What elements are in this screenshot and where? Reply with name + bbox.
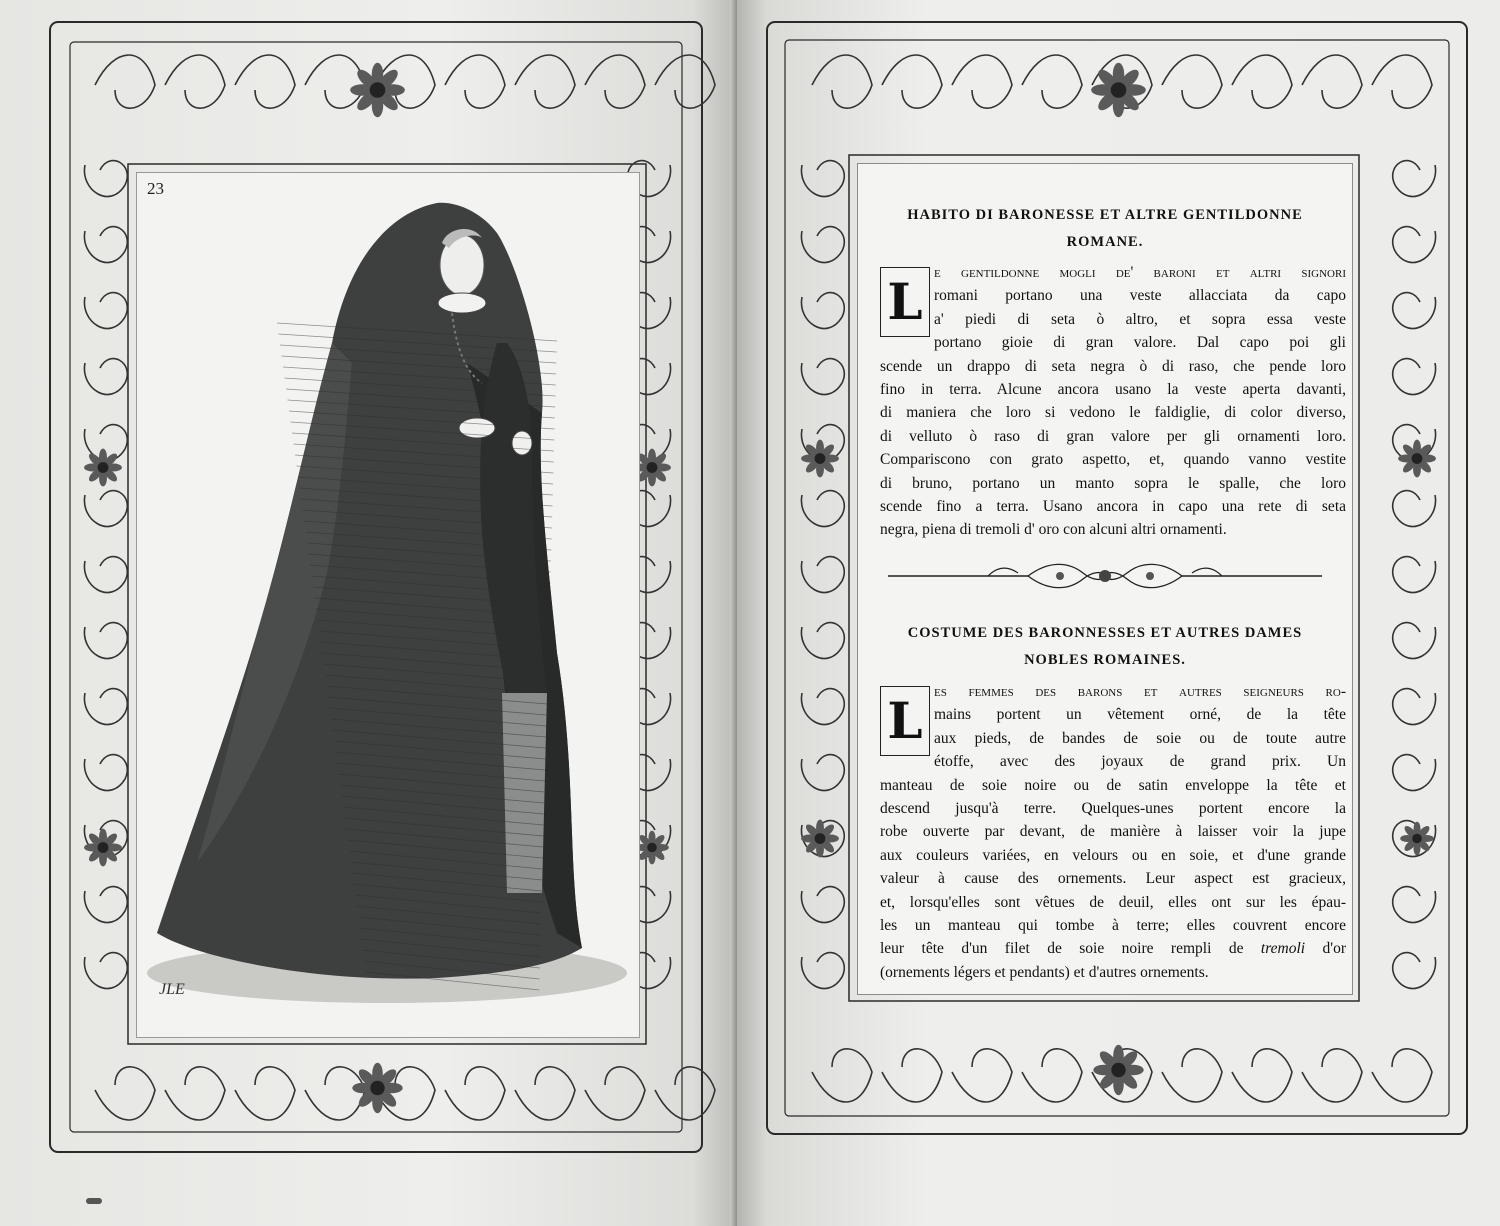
french-title-line-1: COSTUME DES BARONNESSES ET AUTRES DAMES [907,625,1303,641]
dropcap-letter: L [887,691,923,750]
italian-line: e gentildonne mogli de' baroni et altri signori [934,264,1346,281]
italian-line: Compariscono con grato aspetto, et, quando vanno vestite [880,451,1346,469]
italian-line: di maniera che loro si vedono le faldiglie, di color diverso, [880,404,1346,422]
italian-line: scende un drappo di seta negra ò di raso, che pende loro [880,357,1346,375]
right-page [737,0,1500,1226]
french-line-with-italic [880,937,1346,960]
italian-paragraph [880,261,1346,542]
french-paragraph [880,680,1346,984]
french-line: robe ouverte par devant, de manière à laisser voir la jupe [880,823,1346,841]
french-line: valeur à cause des ornements. Leur aspect est gracieux, [880,870,1346,888]
dropcap-letter: L [887,272,923,331]
italian-line: romani portano una veste allacciata da capo [934,287,1346,305]
noblewoman-figure [137,173,639,1037]
italian-line: scende fino a terra. Usano ancora in capo una rete di seta [880,497,1346,515]
italic-word: tremoli [1260,940,1306,958]
italian-title [878,202,1332,256]
french-line-12-text: leur tête d'un filet de soie noire rempli de [880,940,1244,958]
left-page [0,0,737,1226]
ornamental-divider [888,561,1322,591]
illustration-plate [136,172,640,1038]
page-foot-mark [86,1198,102,1204]
french-line: les un manteau qui tombe à terre; elles couvrent encore [880,916,1346,934]
italian-title-line-2: ROMANE. [1066,234,1144,250]
italian-line: a' piedi di seta ò altro, et sopra essa veste [934,310,1346,328]
italian-title-line-1: HABITO DI BARONESSE ET ALTRE GENTILDONNE [907,207,1303,223]
french-title-line-2: NOBLES ROMAINES. [1024,652,1186,668]
italian-line: portano gioie di gran valore. Dal capo poi gli [934,334,1346,352]
french-line: et, lorsqu'elles sont vêtues de deuil, elles ont sur les épau- [880,893,1346,911]
french-line: manteau de soie noire ou de satin enveloppe la tête et [880,776,1346,794]
french-line-12-tail: d'or [1305,940,1346,958]
italian-line: fino in terra. Alcune ancora usano la veste aperta davanti, [880,380,1346,398]
french-line: aux pieds, de bandes de soie ou de toute autre [934,729,1346,747]
plate-number: 23 [147,179,164,198]
french-line: (ornements légers et pendants) et d'autres ornements. [880,963,1209,981]
italian-line: di bruno, portano un manto sopra le spalle, che loro [880,474,1346,492]
french-line: aux couleurs variées, en velours ou en soie, et d'une grande [880,846,1346,864]
french-title [878,620,1332,674]
italian-line: negra, piena di tremoli d' oro con alcuni altri ornamenti. [880,521,1227,539]
text-panel [857,163,1353,995]
french-line: étoffe, avec des joyaux de grand prix. Un [934,753,1346,771]
engraver-signature: JLE [159,981,185,998]
french-line: es femmes des barons et autres seigneurs ro- [934,683,1346,700]
italian-line: di velluto ò raso di gran valore per gli ornamenti loro. [880,427,1346,445]
french-line: descend jusqu'à terre. Quelques-unes portent encore la [880,799,1346,817]
french-line: mains portent un vêtement orné, de la tête [934,706,1346,724]
